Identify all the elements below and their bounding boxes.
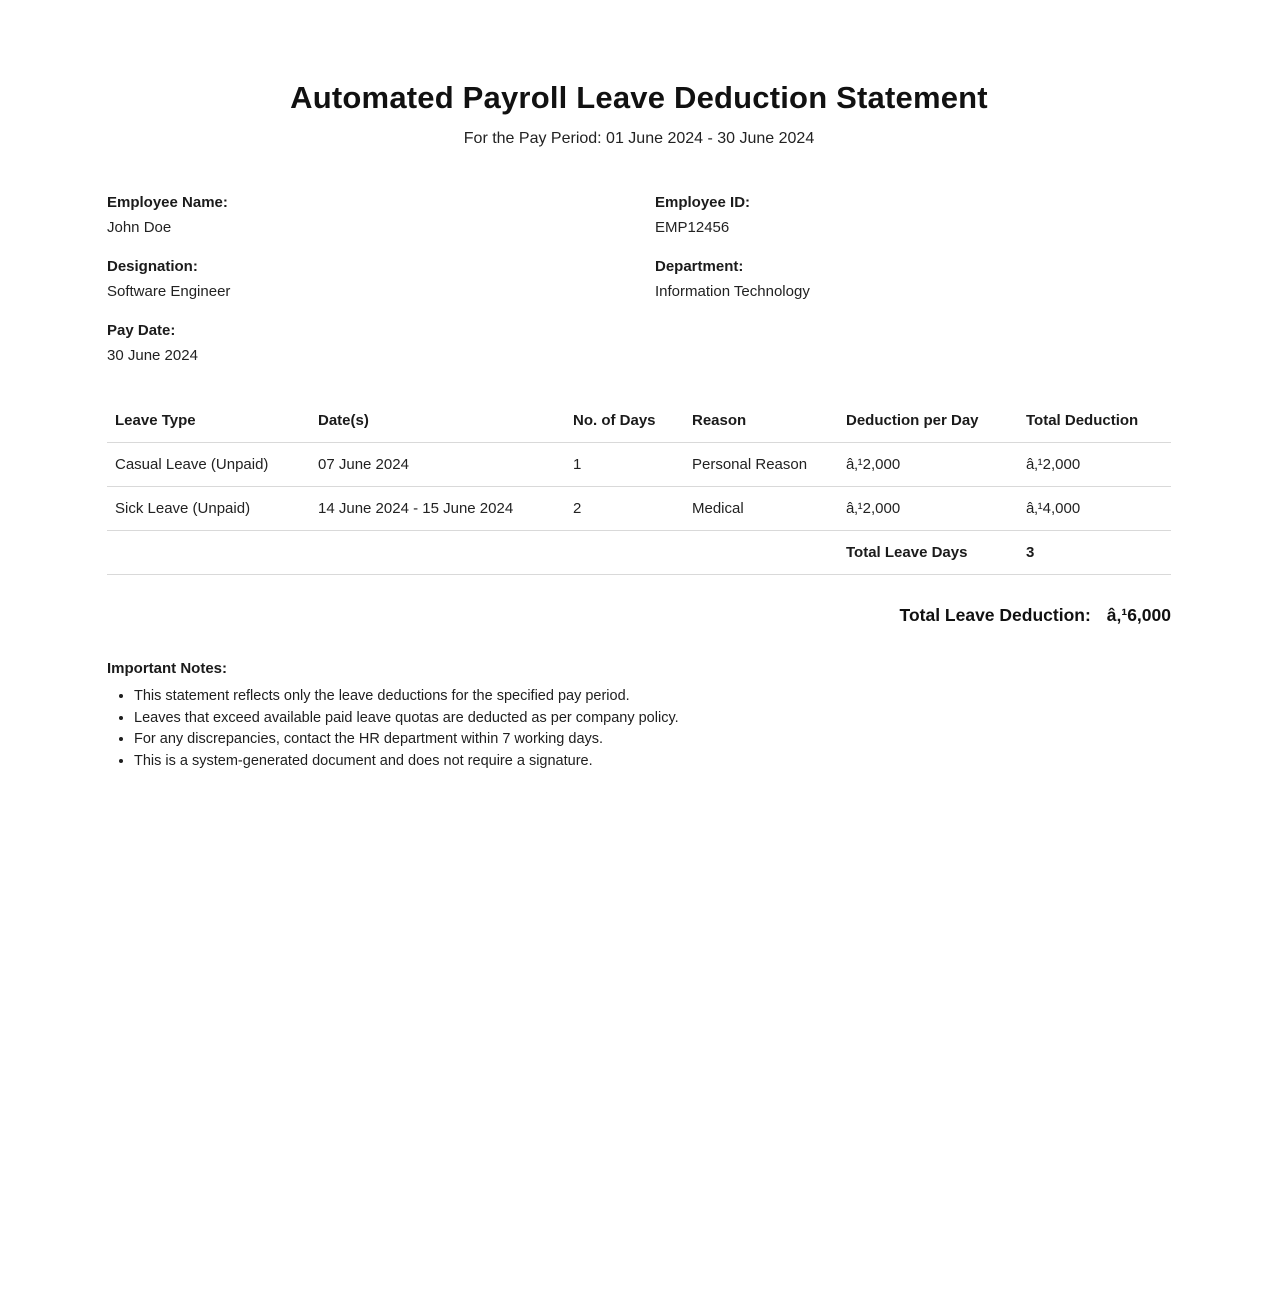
leave-deduction-table	[107, 402, 1171, 575]
table-row	[107, 443, 1171, 487]
total-leave-days-row	[107, 531, 1171, 575]
designation-field	[107, 254, 655, 304]
employee-name-label: Employee Name:	[107, 194, 228, 211]
department-value: Information Technology	[655, 283, 810, 300]
header-dates: Date(s)	[310, 402, 565, 443]
pay-period-subtitle: For the Pay Period: 01 June 2024 - 30 June 2024	[463, 130, 815, 147]
header-leave-type: Leave Type	[107, 402, 310, 443]
employee-id-label: Employee ID:	[655, 194, 751, 211]
designation-value: Software Engineer	[107, 283, 231, 300]
header-deduction-per-day: Deduction per Day	[838, 402, 1018, 443]
cell-leave-type: Casual Leave (Unpaid)	[107, 443, 310, 487]
note-item: • For any discrepancies, contact the HR department within 7 working days.	[134, 729, 1171, 751]
cell-deduction-per-day: â‚¹2,000	[838, 443, 1018, 487]
total-leave-deduction	[107, 605, 1171, 626]
total-leave-days-value: 3	[1018, 531, 1171, 575]
employee-info-section	[107, 190, 1171, 368]
cell-leave-type: Sick Leave (Unpaid)	[107, 487, 310, 531]
employee-name-value: John Doe	[107, 219, 172, 236]
cell-days: 2	[565, 487, 684, 531]
header-no-of-days: No. of Days	[565, 402, 684, 443]
notes-list	[107, 686, 1171, 772]
table-header-row	[107, 402, 1171, 443]
department-label: Department:	[655, 258, 744, 275]
note-item: • This is a system-generated document and does not require a signature.	[134, 751, 1171, 773]
statement-content	[107, 190, 1171, 772]
cell-dates: 07 June 2024	[310, 443, 565, 487]
total-leave-days-label: Total Leave Days	[838, 531, 1018, 575]
important-notes-section	[107, 660, 1171, 772]
header-reason: Reason	[684, 402, 838, 443]
cell-total-deduction: â‚¹4,000	[1018, 487, 1171, 531]
pay-date-value: 30 June 2024	[107, 347, 198, 364]
employee-id-value: EMP12456	[655, 219, 730, 236]
cell-total-deduction: â‚¹2,000	[1018, 443, 1171, 487]
pay-date-field	[107, 318, 655, 368]
table-row	[107, 487, 1171, 531]
total-leave-deduction-value: â‚¹6,000	[1106, 605, 1171, 625]
important-notes-heading: Important Notes:	[107, 660, 227, 677]
cell-dates: 14 June 2024 - 15 June 2024	[310, 487, 565, 531]
cell-deduction-per-day: â‚¹2,000	[838, 487, 1018, 531]
page-title: Automated Payroll Leave Deduction Statement	[290, 80, 988, 115]
employee-name-field	[107, 190, 655, 240]
note-item: • Leaves that exceed available paid leave quotas are deducted as per company policy.	[134, 708, 1171, 730]
designation-label: Designation:	[107, 258, 198, 275]
cell-reason: Personal Reason	[684, 443, 838, 487]
employee-id-field	[655, 190, 1171, 240]
department-field	[655, 254, 1171, 304]
header-total-deduction: Total Deduction	[1018, 402, 1171, 443]
cell-reason: Medical	[684, 487, 838, 531]
note-item: • This statement reflects only the leave deductions for the specified pay period.	[134, 686, 1171, 708]
total-leave-deduction-label: Total Leave Deduction:	[899, 605, 1091, 625]
cell-days: 1	[565, 443, 684, 487]
pay-date-label: Pay Date:	[107, 322, 176, 339]
